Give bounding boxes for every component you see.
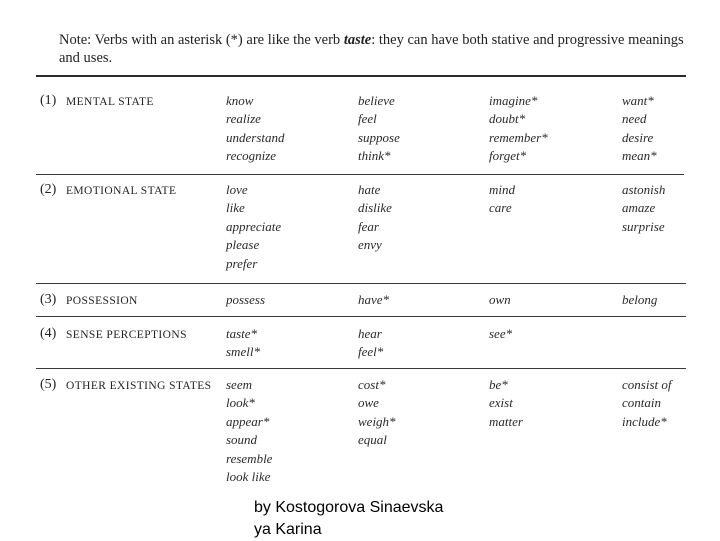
verb-item: hear <box>358 326 382 341</box>
verb-column <box>358 92 400 166</box>
verb-item: remember* <box>489 129 548 145</box>
category-number: (1) <box>40 93 57 108</box>
verb-item: desire <box>622 129 654 145</box>
verb-item: suppose <box>358 129 400 145</box>
verb-item: forget* <box>489 148 527 164</box>
verb-item: resemble <box>226 450 273 466</box>
verb-column <box>358 376 396 450</box>
verb-item: look like <box>226 469 271 485</box>
note-suffix: : they can have both stative and progressive meanings and uses. <box>59 32 684 66</box>
verb-column <box>226 92 285 166</box>
verb-column <box>622 291 657 309</box>
verb-item: have* <box>358 292 390 307</box>
verb-item: need <box>622 111 647 127</box>
verb-item: be* <box>489 377 508 392</box>
credit-line-2: ya Karina <box>254 521 322 538</box>
verb-item: dislike <box>358 200 392 216</box>
verb-item: know <box>226 93 254 108</box>
row-divider <box>36 316 686 317</box>
verb-item: see* <box>489 326 513 341</box>
verb-item: care <box>489 200 512 216</box>
verb-item: astonish <box>622 182 666 197</box>
verb-column <box>226 325 260 362</box>
verb-item: exist <box>489 395 513 411</box>
category-label-sense-perceptions: SENSE PERCEPTIONS <box>66 329 187 341</box>
verb-item: contain <box>622 395 661 411</box>
verb-column <box>489 181 515 218</box>
verb-item: own <box>489 292 511 307</box>
verb-item: appreciate <box>226 218 282 234</box>
verb-item: believe <box>358 93 395 108</box>
verb-item: think* <box>358 148 391 164</box>
note-text <box>59 31 689 67</box>
verb-item: please <box>226 237 260 253</box>
verb-item: feel <box>358 111 377 127</box>
row-divider <box>36 283 686 284</box>
verb-item: weigh* <box>358 413 396 429</box>
category-label-other-existing-states: OTHER EXISTING STATES <box>66 380 212 392</box>
verb-item: envy <box>358 237 382 253</box>
verb-item: look* <box>226 395 255 411</box>
verb-column <box>489 325 512 343</box>
verb-item: love <box>226 182 248 197</box>
verb-item: possess <box>226 292 266 307</box>
verb-item: smell* <box>226 344 260 360</box>
verb-item: realize <box>226 111 261 127</box>
verb-item: sound <box>226 432 258 448</box>
verb-item: understand <box>226 129 285 145</box>
verb-item: fear <box>358 218 379 234</box>
verb-column <box>622 181 665 236</box>
verb-item: consist of <box>622 377 672 392</box>
verb-column <box>358 291 389 309</box>
verb-column <box>622 376 671 431</box>
verb-item: owe <box>358 395 379 411</box>
verb-item: mean* <box>622 148 657 164</box>
verb-item: appear* <box>226 413 270 429</box>
note-prefix: Note: Verbs with an asterisk (*) are like the verb <box>59 32 344 48</box>
verb-item: like <box>226 200 245 216</box>
author-credit <box>254 497 443 541</box>
verb-item: amaze <box>622 200 656 216</box>
verb-item: surprise <box>622 218 665 234</box>
verb-item: seem <box>226 377 252 392</box>
category-label-emotional-state: EMOTIONAL STATE <box>66 185 177 197</box>
verb-item: cost* <box>358 377 386 392</box>
category-number: (3) <box>40 292 57 307</box>
verb-item: doubt* <box>489 111 526 127</box>
category-label-mental-state: MENTAL STATE <box>66 96 154 108</box>
verb-item: matter <box>489 413 523 429</box>
category-number: (2) <box>40 182 57 197</box>
verb-column <box>489 92 548 166</box>
verb-item: equal <box>358 432 387 448</box>
row-divider <box>36 368 686 369</box>
credit-line-1: by Kostogorova Sinaevska <box>254 499 444 516</box>
verb-item: imagine* <box>489 93 538 108</box>
verb-column <box>358 181 392 255</box>
verb-item: taste* <box>226 326 258 341</box>
verb-item: hate <box>358 182 381 197</box>
verb-column <box>226 291 265 309</box>
verb-item: want* <box>622 93 654 108</box>
category-number: (5) <box>40 377 57 392</box>
verb-column <box>226 181 281 273</box>
verb-item: feel* <box>358 344 384 360</box>
verb-item: include* <box>622 413 667 429</box>
verb-item: belong <box>622 292 658 307</box>
category-number: (4) <box>40 326 57 341</box>
note-verb-taste: taste <box>343 32 372 48</box>
verb-column <box>358 325 383 362</box>
verb-column <box>622 92 657 166</box>
verb-item: recognize <box>226 148 277 164</box>
verb-item: mind <box>489 182 515 197</box>
row-divider <box>36 174 684 175</box>
verb-column <box>489 376 523 431</box>
verb-column <box>226 376 272 486</box>
verb-column <box>489 291 511 309</box>
category-label-possession: POSSESSION <box>66 295 138 307</box>
table-top-rule <box>36 75 686 77</box>
verb-item: prefer <box>226 255 258 271</box>
